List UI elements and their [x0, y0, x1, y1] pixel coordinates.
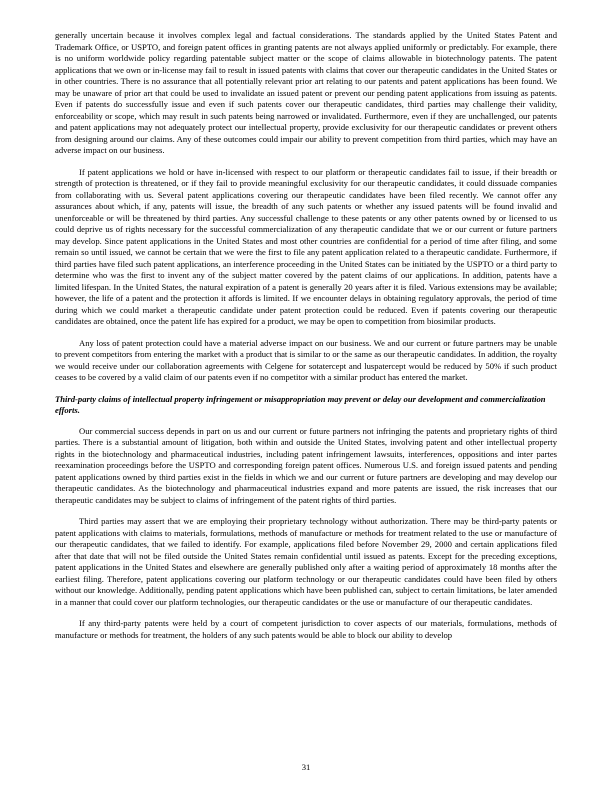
- paragraph: Any loss of patent protection could have a material adverse impact on our business. We and our current or future partners may be unable to prevent competitors from entering the market with a product that is similar to or the same as our therapeutic candidates. In addition, the royalty we would receive under our collaboration agreements with Celgene for sotatercept and luspatercept would be reduced by 50% if such product ceases to be covered by a valid claim of our patents even if no competitor with a similar product has entered the market.: [55, 337, 557, 382]
- paragraph: Our commercial success depends in part on us and our current or future partners not infringing the patents and proprietary rights of third parties. There is a substantial amount of litigation, both within and outside the United States, involving patent and other intellectual property rights in the biotechnology and pharmaceutical industries, including patent infringement lawsuits, interferences, oppositions and inter partes reexamination proceedings before the USPTO and corresponding foreign patent offices. Numerous U.S. and foreign issued patents and pending patent applications owned by third parties exist in the fields in which we and our current or future partners are developing and may develop our therapeutic candidates. As the biotechnology and pharmaceutical industries expand and more patents are issued, the risk increases that our therapeutic candidates may be subject to claims of infringement of the patent rights of third parties.: [55, 425, 557, 505]
- document-body: [55, 30, 557, 651]
- paragraph: Third parties may assert that we are employing their proprietary technology without authorization. There may be third-party patents or patent applications with claims to materials, formulations, methods of manufacture or methods for treatment related to the use or manufacture of our therapeutic candidates, that we failed to identify. For example, applications filed before November 29, 2000 and certain applications filed after that date that will not be filed outside the United States remain confidential until issued as patents. Except for the preceding exceptions, patent applications in the United States and elsewhere are generally published only after a waiting period of approximately 18 months after the earliest filing. Therefore, patent applications covering our platform technology or our therapeutic candidates could have been filed by others without our knowledge. Additionally, pending patent applications which have been published can, subject to certain limitations, be later amended in a manner that could cover our platform technologies, our therapeutic candidates or the use or manufacture of our therapeutic candidates.: [55, 516, 557, 607]
- paragraph: generally uncertain because it involves complex legal and factual considerations. The standards applied by the United States Patent and Trademark Office, or USPTO, and foreign patent offices in granting patents are not always applied uniformly or predictably. For example, there is no uniform worldwide policy regarding patentable subject matter or the scope of claims allowable in biotechnology patents. The patent applications that we own or in-license may fail to result in issued patents with claims that cover our therapeutic candidates in the United States or in other countries. There is no assurance that all potentially relevant prior art relating to our patents and patent applications has been found. We may be unaware of prior art that could be used to invalidate an issued patent or prevent our pending patent applications from issuing as patents. Even if patents do successfully issue and even if such patents cover our therapeutic candidates, third parties may challenge their validity, enforceability or scope, which may result in such patents being narrowed or invalidated. Furthermore, even if they are unchallenged, our patents and patent applications may not adequately protect our intellectual property, provide exclusivity for our therapeutic candidates or prevent others from designing around our claims. Any of these outcomes could impair our ability to prevent competition from third parties, which may have an adverse impact on our business.: [55, 30, 557, 155]
- section-heading: Third-party claims of intellectual property infringement or misappropriation may prevent or delay our development and commercialization efforts.: [55, 393, 546, 415]
- paragraph: If patent applications we hold or have in-licensed with respect to our platform or therapeutic candidates fail to issue, if their breadth or strength of protection is threatened, or if they fail to provide meaningful exclusivity for our therapeutic candidates, it could dissuade companies from collaborating with us. Several patent applications covering our therapeutic candidates have been filed recently. We cannot offer any assurances about which, if any, patents will issue, the breadth of any such patents or whether any issued patents will be found invalid and unenforceable or will be threatened by third parties. Any successful challenge to these patents or any other patents owned by or licensed to us could deprive us of rights necessary for the successful commercialization of any therapeutic candidate that we or our current or future partners may develop. Since patent applications in the United States and most other countries are confidential for a period of time after filing, and some remain so until issued, we cannot be certain that we were the first to file any patent application related to a therapeutic candidate. Furthermore, if third parties have filed such patent applications, an interference proceeding in the United States can be initiated by the USPTO or a third party to determine who was the first to invent any of the subject matter covered by the patent claims of our applications. In addition, patents have a limited lifespan. In the United States, the natural expiration of a patent is generally 20 years after it is filed. Various extensions may be available; however, the life of a patent and the protection it affords is limited. If we encounter delays in obtaining regulatory approvals, the period of time during which we could market a therapeutic candidate under patent protection could be reduced. Even if patents covering our therapeutic candidates are obtained, once the patent life has expired for a product, we may be open to competition from biosimilar products.: [55, 166, 557, 326]
- paragraph: If any third-party patents were held by a court of competent jurisdiction to cover aspects of our materials, formulations, methods of manufacture or methods for treatment, the holders of any such patents would be able to block our ability to develop: [55, 618, 557, 640]
- page-number: 31: [301, 762, 311, 772]
